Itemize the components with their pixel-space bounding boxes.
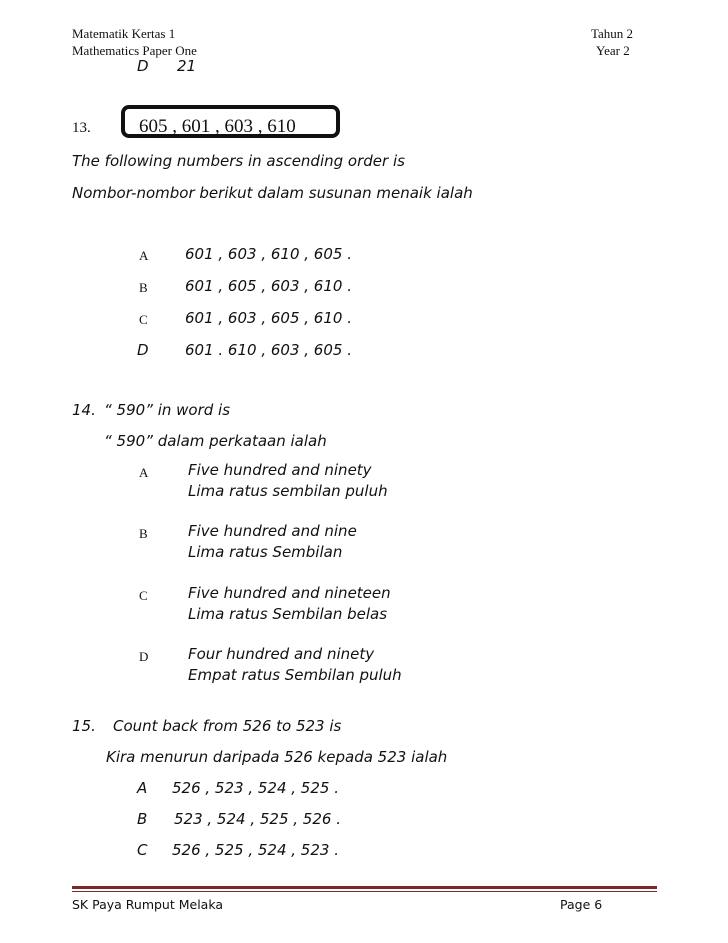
q14-option-ms: Lima ratus Sembilan belas [188,605,388,623]
header-subject-ms: Matematik Kertas 1 [72,26,176,41]
footer-rule-thin [72,891,657,892]
q13-prompt-ms: Nombor-nombor berikut dalam susunan menaik ialah [72,184,473,202]
prev-option-text: 21 [177,57,197,75]
q14-prompt-en: “ 590” in word is [104,401,231,419]
q15-option-text: 523 , 524 , 525 , 526 . [174,810,341,828]
q13-option-text: 601 , 603 , 610 , 605 . [185,245,352,263]
q14-option-letter: C [139,588,148,603]
q14-option-en: Four hundred and ninety [188,645,375,663]
q14-option-en: Five hundred and ninety [188,461,372,479]
q14-option-en: Five hundred and nineteen [188,584,391,602]
q13-option-text: 601 . 610 , 603 , 605 . [185,341,352,359]
q13-option-letter: D [137,341,149,359]
footer-school-name: SK Paya Rumput Melaka [72,897,224,912]
q15-prompt-en: Count back from 526 to 523 is [113,717,342,735]
q15-option-letter: A [137,779,148,797]
q13-number-box [121,105,340,138]
q15-option-letter: B [137,810,148,828]
header-year-en: Year 2 [596,43,630,58]
q15-option-text: 526 , 523 , 524 , 525 . [172,779,339,797]
header-subject-en: Mathematics Paper One [72,43,197,58]
q13-option-text: 601 , 605 , 603 , 610 . [185,277,352,295]
q13-prompt-en: The following numbers in ascending order is [72,152,405,170]
q14-prompt-ms: “ 590” dalam perkataan ialah [104,432,327,450]
q14-option-ms: Empat ratus Sembilan puluh [188,666,402,684]
q13-number-sequence: 605 , 601 , 603 , 610 [139,116,296,137]
prev-option-letter: D [137,57,149,75]
q14-option-letter: D [139,649,149,664]
q13-option-letter: A [139,248,149,263]
q15-option-text: 526 , 525 , 524 , 523 . [172,841,339,859]
q14-option-en: Five hundred and nine [188,522,357,540]
q14-option-letter: B [139,526,148,541]
q13-option-letter: B [139,280,148,295]
q15-number: 15. [72,717,96,735]
footer-page-number: Page 6 [560,897,603,912]
q15-option-letter: C [137,841,148,859]
q15-prompt-ms: Kira menurun daripada 526 kepada 523 ialah [106,748,448,766]
q13-number: 13. [72,120,91,136]
q14-number: 14. [72,401,96,419]
footer-rule-thick [72,886,657,889]
q14-option-ms: Lima ratus Sembilan [188,543,343,561]
q14-option-letter: A [139,465,149,480]
q13-option-letter: C [139,312,148,327]
q14-option-ms: Lima ratus sembilan puluh [188,482,388,500]
q13-option-text: 601 , 603 , 605 , 610 . [185,309,352,327]
header-year-ms: Tahun 2 [591,26,634,41]
